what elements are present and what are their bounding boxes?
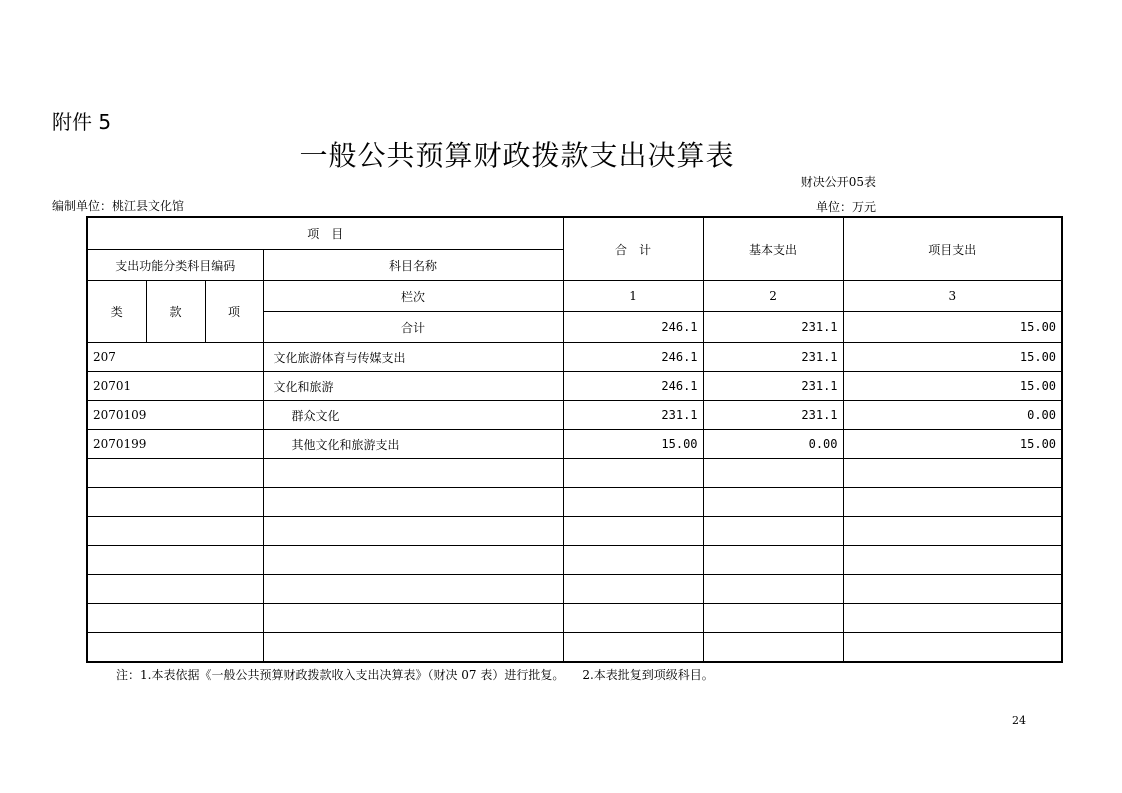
empty-row	[87, 633, 1062, 663]
sum-total: 246.1	[563, 312, 703, 343]
header-basic: 基本支出	[703, 217, 843, 281]
column-index-label: 栏次	[263, 281, 563, 312]
row-basic: 0.00	[703, 430, 843, 459]
header-xiang: 项	[205, 281, 263, 343]
row-project: 15.00	[843, 343, 1062, 372]
page-number: 24	[1012, 714, 1026, 727]
header-total: 合 计	[563, 217, 703, 281]
header-project: 项目支出	[843, 217, 1062, 281]
row-project: 15.00	[843, 430, 1062, 459]
table-row	[87, 343, 1062, 372]
row-name: 其他文化和旅游支出	[263, 430, 563, 459]
row-basic: 231.1	[703, 343, 843, 372]
sum-label: 合计	[263, 312, 563, 343]
column-index-1: 1	[563, 281, 703, 312]
table-row	[87, 430, 1062, 459]
header-lei: 类	[87, 281, 146, 343]
empty-row	[87, 488, 1062, 517]
row-basic: 231.1	[703, 372, 843, 401]
row-basic: 231.1	[703, 401, 843, 430]
row-project: 0.00	[843, 401, 1062, 430]
money-unit: 单位：万元	[816, 200, 877, 214]
table-row	[87, 401, 1062, 430]
empty-row	[87, 459, 1062, 488]
header-item: 项 目	[87, 217, 563, 250]
row-name: 群众文化	[263, 401, 563, 430]
row-code: 2070109	[87, 401, 263, 430]
row-total: 246.1	[563, 372, 703, 401]
row-total: 15.00	[563, 430, 703, 459]
empty-row	[87, 604, 1062, 633]
row-code: 20701	[87, 372, 263, 401]
row-total: 231.1	[563, 401, 703, 430]
sum-basic: 231.1	[703, 312, 843, 343]
empty-row	[87, 575, 1062, 604]
sum-project: 15.00	[843, 312, 1062, 343]
column-index-3: 3	[843, 281, 1062, 312]
column-index-2: 2	[703, 281, 843, 312]
row-name: 文化和旅游	[263, 372, 563, 401]
row-name: 文化旅游体育与传媒支出	[263, 343, 563, 372]
row-total: 246.1	[563, 343, 703, 372]
empty-row	[87, 517, 1062, 546]
table-note: 注：1.本表依据《一般公共预算财政拨款收入支出决算表》（财决 07 表）进行批复。 2.本表批复到项级科目。	[116, 668, 714, 682]
table-row	[87, 372, 1062, 401]
header-kuan: 款	[146, 281, 205, 343]
header-code-group: 支出功能分类科目编码	[87, 250, 263, 281]
compiling-unit: 编制单位：桃江县文化馆	[52, 199, 185, 213]
attachment-label: 附件 5	[52, 110, 112, 134]
header-name: 科目名称	[263, 250, 563, 281]
expenditure-table	[86, 216, 1063, 663]
row-code: 207	[87, 343, 263, 372]
form-number: 财决公开05表	[800, 175, 876, 189]
page-title: 一般公共预算财政拨款支出决算表	[299, 139, 735, 172]
empty-row	[87, 546, 1062, 575]
row-project: 15.00	[843, 372, 1062, 401]
row-code: 2070199	[87, 430, 263, 459]
